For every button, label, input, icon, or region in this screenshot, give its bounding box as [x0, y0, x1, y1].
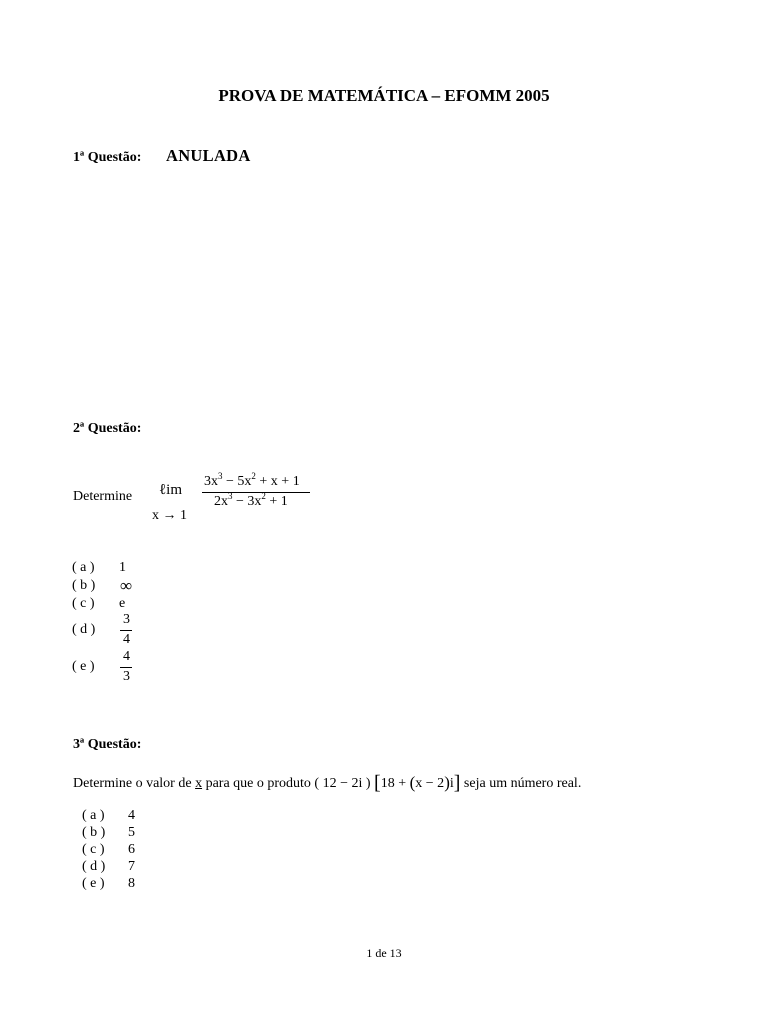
q3-option-a-value: 4 [128, 808, 135, 823]
question-2-label: 2ª Questão: [73, 421, 142, 436]
limit-numerator: $3x^3 - 5x^2 + x + 1$ [204, 471, 300, 489]
q3-option-a-label: ( a ) [82, 808, 105, 823]
document-title: PROVA DE MATEMÁTICA – EFOMM 2005 [218, 86, 550, 105]
q3-option-c-label: ( c ) [82, 842, 105, 857]
question-1-status: ANULADA [166, 146, 251, 165]
q3-option-b-value: 5 [128, 825, 135, 840]
q3-option-e-label: ( e ) [82, 876, 105, 891]
q2-option-d-denominator: 4 [123, 632, 130, 647]
q3-option-c-value: 6 [128, 842, 135, 857]
q3-option-b-label: ( b ) [82, 825, 106, 840]
page-number: 1 de 13 [366, 946, 402, 960]
question-3-prompt: Determine o valor de x para que o produto ( 12 − 2i ) [18 + (x − 2)i] seja um número real. [73, 772, 582, 794]
q2-option-c-label: ( c ) [72, 596, 95, 611]
q2-option-c-value: e [119, 596, 126, 611]
limit-denominator: $2x^3 - 3x^2 + 1$ [214, 491, 288, 509]
limit-approach: x → 1 [152, 508, 187, 523]
q2-option-a-label: ( a ) [72, 560, 95, 575]
variable-x: x [195, 776, 203, 791]
q2-option-e-numerator: 4 [123, 649, 130, 664]
q3-option-d-value: 7 [128, 859, 135, 874]
q2-option-a-value: 1 [119, 560, 126, 575]
question-1-label: 1ª Questão: [73, 150, 142, 165]
question-3-label: 3ª Questão: [73, 737, 142, 752]
question-2-prompt: Determine [73, 489, 133, 504]
q3-option-d-label: ( d ) [82, 859, 106, 874]
q2-option-e-fraction-bar [120, 667, 132, 668]
q2-option-d-fraction-bar [120, 630, 132, 631]
limit-operator: ℓim [159, 482, 183, 498]
limit-fraction-bar [202, 492, 310, 493]
q2-option-e-label: ( e ) [72, 659, 95, 674]
q2-option-d-numerator: 3 [123, 612, 130, 627]
q2-option-d-label: ( d ) [72, 622, 96, 637]
q2-option-b-label: ( b ) [72, 578, 96, 593]
q2-option-e-denominator: 3 [123, 669, 130, 684]
q2-option-b-value: ∞ [120, 576, 133, 595]
q3-option-e-value: 8 [128, 876, 135, 891]
